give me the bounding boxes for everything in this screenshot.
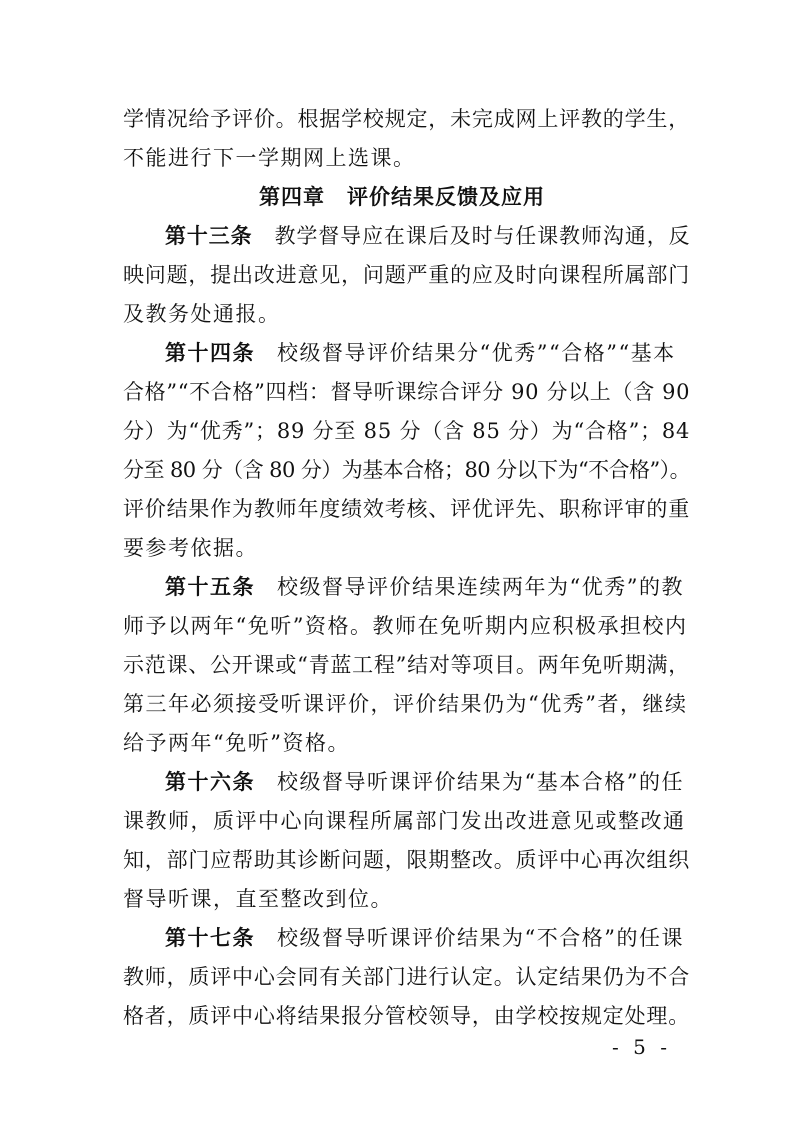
body-line: 督导听课，直至整改到位。 xyxy=(123,887,393,911)
body-line: 师予以两年“免听”资格。教师在免听期内应积极承担校内 xyxy=(123,614,688,638)
body-line: 第三年必须接受听课评价，评价结果仍为“优秀”者，继续 xyxy=(123,692,688,716)
body-line: 教师，质评中心会同有关部门进行认定。认定结果仍为不合 xyxy=(123,965,690,989)
body-line: 知，部门应帮助其诊断问题，限期整改。质评中心再次组织 xyxy=(123,848,690,872)
body-line: 要参考依据。 xyxy=(123,536,258,560)
article-text: 教学督导应在课后及时与任课教师沟通，反 xyxy=(274,224,691,248)
body-line: 给予两年“免听”资格。 xyxy=(123,731,350,755)
article-number: 第十七条 xyxy=(165,926,255,950)
chapter-title: 第四章 评价结果反馈及应用 xyxy=(259,185,545,209)
article-first-line xyxy=(165,572,684,602)
article-first-line xyxy=(165,338,676,368)
article-number: 第十四条 xyxy=(165,341,255,365)
article-text: 校级督导评价结果连续两年为“优秀”的教 xyxy=(277,575,684,599)
body-line: 评价结果作为教师年度绩效考核、评优评先、职称评审的重 xyxy=(123,497,690,521)
page-number: - 5 - xyxy=(612,1035,671,1059)
article-text: 校级督导听课评价结果为“基本合格”的任 xyxy=(277,770,684,794)
article-first-line xyxy=(165,767,684,797)
article-number: 第十六条 xyxy=(165,770,255,794)
article-number: 第十五条 xyxy=(165,575,255,599)
article-text: 校级督导评价结果分“优秀”“合格”“基本 xyxy=(277,341,676,365)
body-line: 学情况给予评价。根据学校规定，未完成网上评教的学生， xyxy=(123,107,690,131)
body-line: 示范课、公开课或“青蓝工程”结对等项目。两年免听期满， xyxy=(123,653,690,677)
article-first-line xyxy=(165,221,691,251)
body-line: 格者，质评中心将结果报分管校领导，由学校按规定处理。 xyxy=(123,1004,690,1028)
body-line: 合格”“不合格”四档：督导听课综合评分 90 分以上（含 90 xyxy=(123,380,691,404)
body-line: 课教师，质评中心向课程所属部门发出改进意见或整改通 xyxy=(123,809,686,833)
body-line: 分至 80 分（含 80 分）为基本合格；80 分以下为“不合格”）。 xyxy=(123,458,691,482)
body-line: 映问题，提出改进意见，问题严重的应及时向课程所属部门 xyxy=(123,263,690,287)
article-text: 校级督导听课评价结果为“不合格”的任课 xyxy=(277,926,684,950)
article-first-line xyxy=(165,923,684,953)
body-line: 不能进行下一学期网上选课。 xyxy=(123,146,416,170)
article-number: 第十三条 xyxy=(165,224,253,248)
body-line: 及教务处通报。 xyxy=(123,302,281,326)
body-line: 分）为“优秀”；89 分至 85 分（含 85 分）为“合格”；84 xyxy=(123,419,691,443)
